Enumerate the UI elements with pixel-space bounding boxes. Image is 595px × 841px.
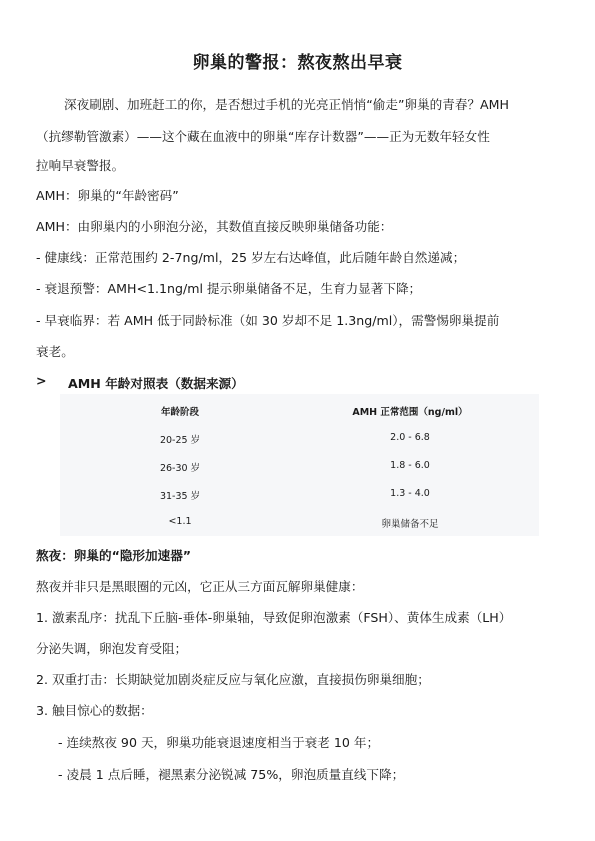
table-cell: 2.0 - 6.8	[390, 432, 430, 443]
intro-line-3: 拉响早衰警报。	[36, 158, 125, 173]
amh-age-table	[60, 394, 539, 536]
table-cell: 31-35 岁	[159, 491, 201, 502]
table-heading: AMH 年龄对照表（数据来源）	[68, 376, 244, 391]
night-intro: 熬夜并非只是黑眼圈的元凶，它正从三方面瓦解卵巢健康：	[36, 579, 364, 594]
table-cell: 1.3 - 4.0	[390, 488, 430, 499]
data-point-melatonin: - 凌晨 1 点后睡，褪黑素分泌锐减 75%，卵泡质量直线下降；	[58, 767, 405, 782]
bullet-healthy: - 健康线：正常范围约 2-7ng/ml，25 岁左右达峰值，此后随年龄自然递减；	[36, 250, 466, 265]
table-cell: 26-30 岁	[159, 463, 201, 474]
point-hormone-cont: 分泌失调，卵泡发育受阻；	[36, 641, 188, 656]
point-data: 3. 触目惊心的数据：	[36, 703, 153, 718]
table-cell: <1.1	[168, 516, 192, 527]
table-marker: >	[36, 373, 47, 388]
amh-description: AMH：由卵巢内的小卵泡分泌，其数值直接反映卵巢储备功能：	[36, 219, 393, 234]
data-point-90-days: - 连续熬夜 90 天，卵巢功能衰退速度相当于衰老 10 年；	[58, 735, 380, 750]
point-double-hit: 2. 双重打击：长期缺觉加剧炎症反应与氧化应激，直接损伤卵巢细胞；	[36, 672, 430, 687]
table-cell: 1.8 - 6.0	[390, 460, 430, 471]
bullet-critical-cont: 衰老。	[36, 344, 74, 359]
bullet-decline: - 衰退预警：AMH<1.1ng/ml 提示卵巢储备不足，生育力显著下降；	[36, 281, 422, 296]
table-header-range: AMH 正常范围（ng/ml）	[352, 407, 468, 418]
page-title: 卵巢的警报：熬夜熬出早衰	[192, 53, 403, 73]
bullet-critical: - 早衰临界：若 AMH 低于同龄标准（如 30 岁却不足 1.3ng/ml），需警惕卵巢提前	[36, 313, 500, 328]
night-heading: 熬夜：卵巢的“隐形加速器”	[36, 548, 192, 563]
table-cell: 20-25 岁	[159, 435, 201, 446]
amh-heading: AMH：卵巢的“年龄密码”	[36, 188, 179, 203]
intro-line-2: （抗缪勒管激素）——这个藏在血液中的卵巢“库存计数器”——正为无数年轻女性	[36, 129, 490, 144]
intro-line-1: 深夜刷剧、加班赶工的你，是否想过手机的光亮正悄悄“偷走”卵巢的青春？AMH	[64, 97, 509, 112]
table-cell: 卵巢储备不足	[381, 519, 439, 530]
table-header-age: 年龄阶段	[160, 407, 199, 418]
point-hormone: 1. 激素乱序：扰乱下丘脑-垂体-卵巢轴，导致促卵泡激素（FSH）、黄体生成素（LH）	[36, 610, 512, 625]
